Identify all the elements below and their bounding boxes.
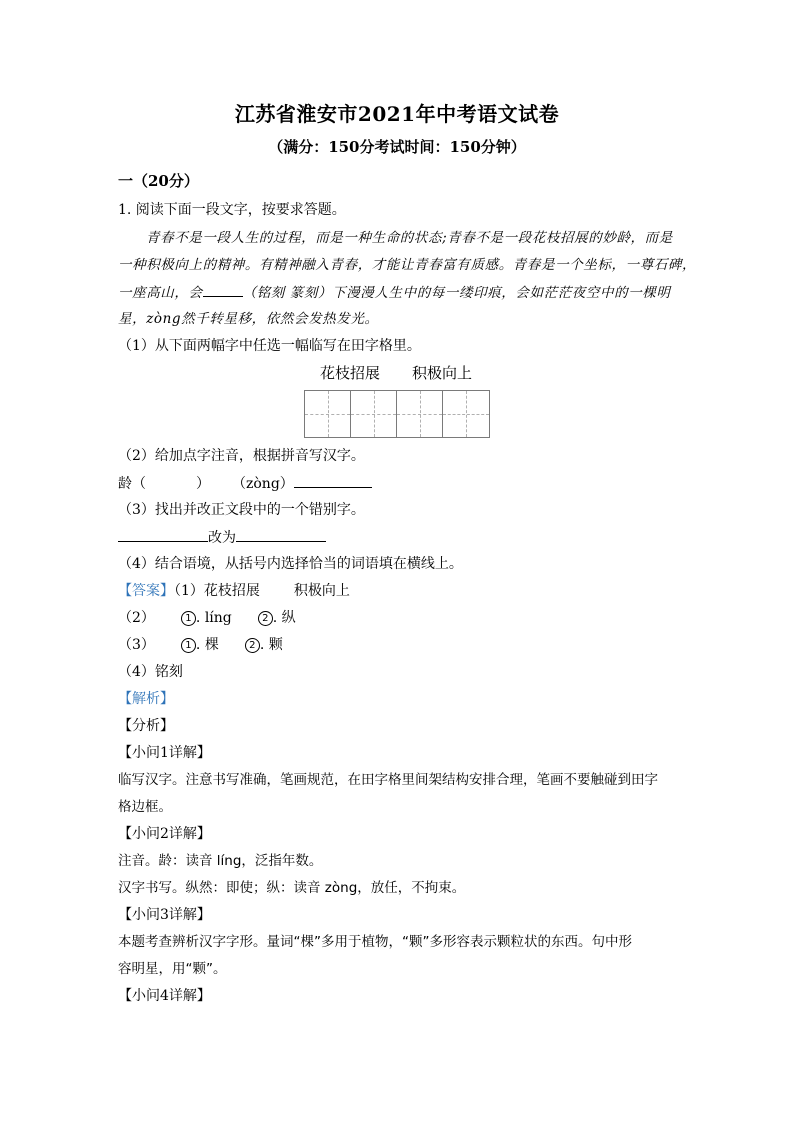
subanswer-heading: 【小问3详解】 [118,907,211,923]
answer-text: . 纵 [272,610,296,626]
change-to-label: 改为 [208,530,236,546]
analysis-text: 容明星，用“颗”。 [118,961,227,977]
grid-cell[interactable] [397,391,443,437]
answer-text: . 棵 [195,637,219,653]
page-title: 江苏省淮安市2021年中考语文试卷 [234,102,560,126]
passage-line: 星，zòng然千转星移，依然会发热发光。 [118,311,379,327]
answer-blank[interactable] [294,473,372,488]
pinyin-prompt: 龄（ [118,476,146,492]
answer-label: （3） [118,637,155,653]
fill-blank[interactable] [203,282,243,297]
circled-number: 2 [245,638,260,653]
analysis-text: 注音。龄：读音 líng，泛指年数。 [118,853,323,869]
phrase-option: 积极向上 [412,364,473,382]
answer-row-3 [118,635,283,655]
answer-row-2 [118,608,296,628]
passage-text: （铭刻 篆刻）下漫漫人生中的每一缕印痕，会如茫茫夜空中的一棵明 [242,285,671,301]
answer-label: （2） [118,610,155,626]
answer-row-4: （4）铭刻 [118,664,183,680]
phrase-option: 花枝招展 [320,364,381,382]
passage-line: 一种积极向上的精神。有精神融入青春，才能让青春富有质感。青春是一个坐标，一尊石碑， [118,257,697,273]
pinyin-row [118,473,372,494]
correction-row [118,527,326,548]
passage-text: 一座高山，会 [118,285,203,301]
grid-cell[interactable] [443,391,489,437]
correct-char-blank[interactable] [236,527,326,542]
subanswer-heading: 【小问2详解】 [118,826,211,842]
passage-line: 青春不是一段人生的过程，而是一种生命的状态;青春不是一段花枝招展的妙龄，而是 [146,230,673,246]
answer-text: （1）花枝招展 [174,583,260,599]
analysis-heading: 【分析】 [118,718,174,734]
subquestion-2: （2）给加点字注音，根据拼音写汉字。 [118,448,365,464]
circled-number: 1 [181,611,196,626]
answer-text: . líng [195,610,232,626]
grid-cell[interactable] [305,391,351,437]
analysis-tag: 【解析】 [118,691,174,707]
answer-tag: 【答案】 [118,583,174,599]
subanswer-heading: 【小问1详解】 [118,745,211,761]
analysis-text: 本题考查辨析汉字字形。量词“棵”多用于植物，“颗”多形容表示颗粒状的东西。句中形 [118,934,632,950]
analysis-text: 汉字书写。纵然：即使；纵：读音 zòng，放任，不拘束。 [118,880,466,896]
tianzige-grid[interactable] [304,390,490,438]
section-heading: 一（20分） [118,172,199,190]
circled-number: 2 [258,611,273,626]
pinyin-prompt-close: ） [196,476,210,492]
grid-cell[interactable] [351,391,397,437]
subanswer-heading: 【小问4详解】 [118,988,211,1004]
circled-number: 1 [181,638,196,653]
subquestion-1: （1）从下面两幅字中任选一幅临写在田字格里。 [118,338,421,354]
analysis-text: 临写汉字。注意书写准确，笔画规范，在田字格里间架结构安排合理，笔画不要触碰到田字 [118,772,658,788]
copy-phrases [320,362,472,383]
exam-info: （满分：150分考试时间：150分钟） [268,138,526,156]
subquestion-4: （4）结合语境，从括号内选择恰当的词语填在横线上。 [118,556,463,572]
passage-line [118,282,671,303]
analysis-text: 格边框。 [118,799,172,815]
question-prompt: 1. 阅读下面一段文字，按要求答题。 [118,202,346,218]
pinyin-hint: （zòng） [232,476,294,492]
subquestion-3: （3）找出并改正文段中的一个错别字。 [118,502,365,518]
wrong-char-blank[interactable] [118,527,208,542]
answer-text: 积极向上 [293,583,350,599]
answer-text: . 颗 [259,637,283,653]
answer-row-1 [118,581,350,601]
